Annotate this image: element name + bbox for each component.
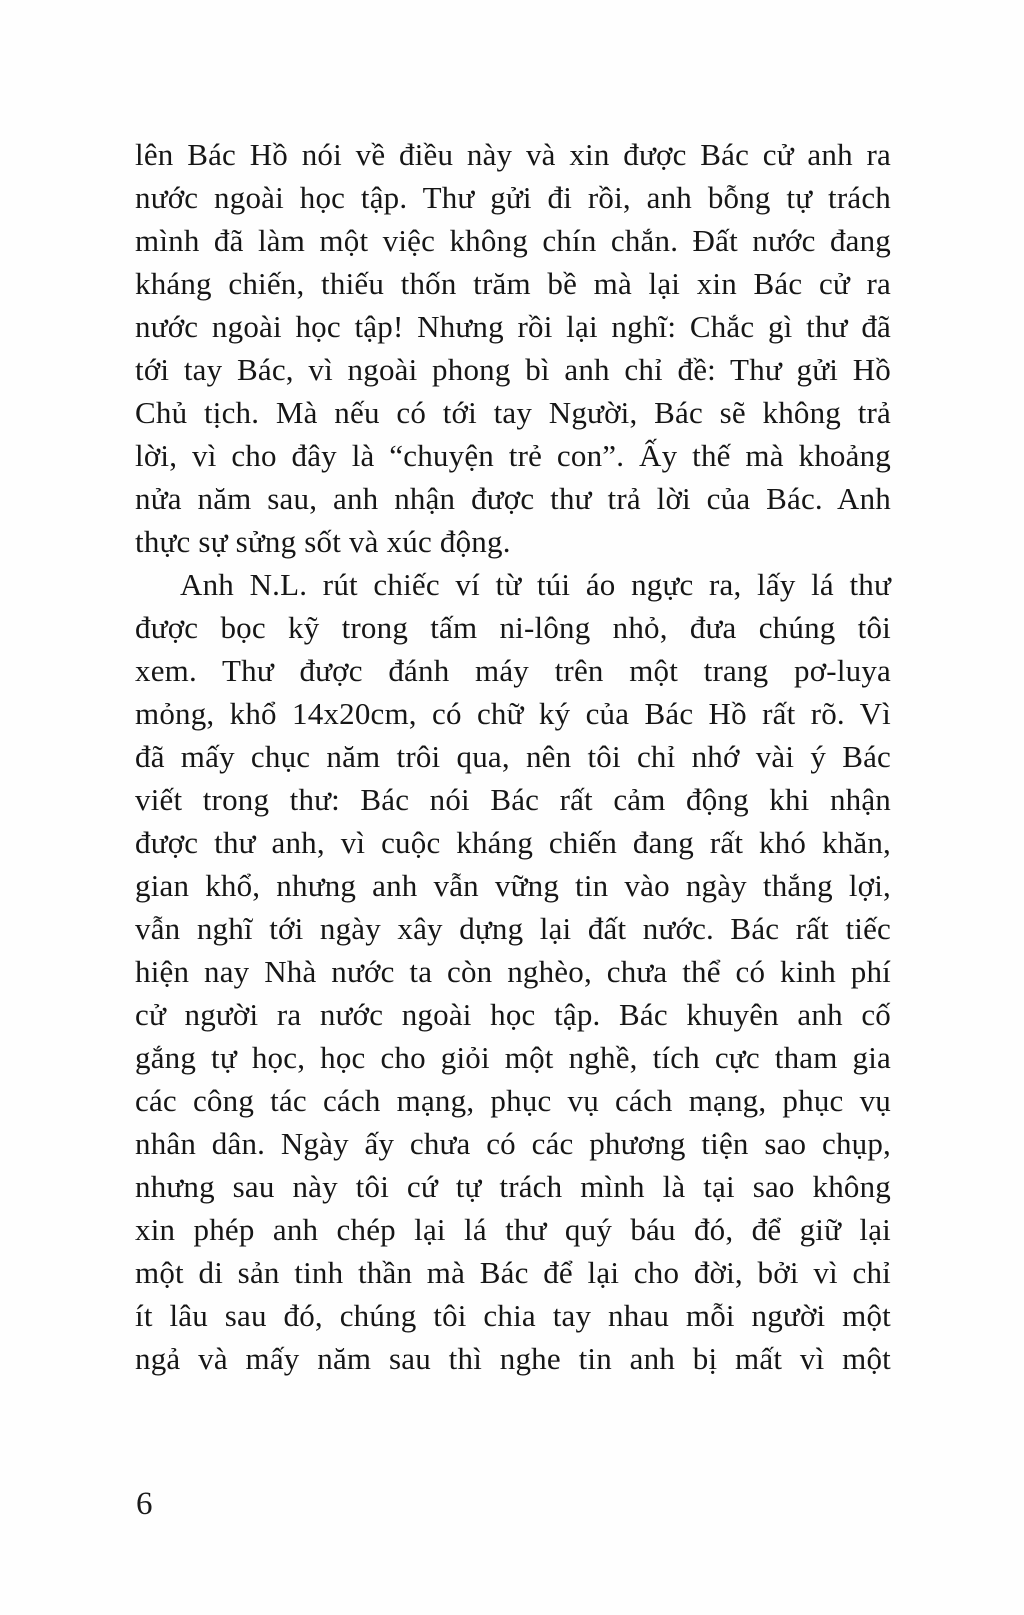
text-line: nửa năm sau, anh nhận được thư trả lời của Bác. Anh: [135, 481, 891, 516]
text-line: mình đã làm một việc không chín chắn. Đất nước đang: [135, 223, 891, 258]
text-line: các công tác cách mạng, phục vụ cách mạng, phục vụ: [135, 1083, 891, 1118]
text-line: nước ngoài học tập! Nhưng rồi lại nghĩ: Chắc gì thư đã: [135, 309, 891, 344]
text-line: nhân dân. Ngày ấy chưa có các phương tiện sao chụp,: [135, 1126, 891, 1161]
text-line: lời, vì cho đây là “chuyện trẻ con”. Ấy thế mà khoảng: [135, 438, 891, 473]
text-line: gian khổ, nhưng anh vẫn vững tin vào ngày thắng lợi,: [135, 868, 891, 903]
text-line: được thư anh, vì cuộc kháng chiến đang rất khó khăn,: [135, 825, 891, 860]
text-line: nhưng sau này tôi cứ tự trách mình là tại sao không: [135, 1169, 891, 1204]
text-block: [135, 133, 891, 1380]
text-line: kháng chiến, thiếu thốn trăm bề mà lại xin Bác cử ra: [135, 266, 891, 301]
text-line: thực sự sửng sốt và xúc động.: [135, 524, 511, 559]
text-line: được bọc kỹ trong tấm ni-lông nhỏ, đưa chúng tôi: [135, 610, 891, 645]
text-line: vẫn nghĩ tới ngày xây dựng lại đất nước. Bác rất tiếc: [135, 911, 891, 946]
text-line: gắng tự học, học cho giỏi một nghề, tích cực tham gia: [135, 1040, 891, 1075]
text-line: hiện nay Nhà nước ta còn nghèo, chưa thể có kinh phí: [135, 954, 891, 989]
text-line: ít lâu sau đó, chúng tôi chia tay nhau mỗi người một: [135, 1298, 891, 1333]
text-line: Anh N.L. rút chiếc ví từ túi áo ngực ra, lấy lá thư: [180, 567, 891, 602]
text-line: lên Bác Hồ nói về điều này và xin được Bác cử anh ra: [135, 137, 891, 172]
text-line: Chủ tịch. Mà nếu có tới tay Người, Bác sẽ không trả: [135, 395, 891, 430]
text-line: mỏng, khổ 14x20cm, có chữ ký của Bác Hồ rất rõ. Vì: [135, 696, 891, 731]
text-line: xin phép anh chép lại lá thư quý báu đó, để giữ lại: [135, 1212, 891, 1247]
text-line: ngả và mấy năm sau thì nghe tin anh bị mất vì một: [135, 1341, 891, 1376]
text-line: một di sản tinh thần mà Bác để lại cho đời, bởi vì chỉ: [135, 1255, 891, 1290]
page-number: 6: [136, 1486, 153, 1522]
text-line: viết trong thư: Bác nói Bác rất cảm động khi nhận: [135, 782, 891, 817]
text-line: xem. Thư được đánh máy trên một trang pơ-luya: [135, 653, 891, 688]
text-line: cử người ra nước ngoài học tập. Bác khuyên anh cố: [135, 997, 891, 1032]
text-line: nước ngoài học tập. Thư gửi đi rồi, anh bỗng tự trách: [135, 180, 891, 215]
text-line: tới tay Bác, vì ngoài phong bì anh chỉ đề: Thư gửi Hồ: [135, 352, 891, 387]
text-line: đã mấy chục năm trôi qua, nên tôi chỉ nhớ vài ý Bác: [135, 739, 891, 774]
